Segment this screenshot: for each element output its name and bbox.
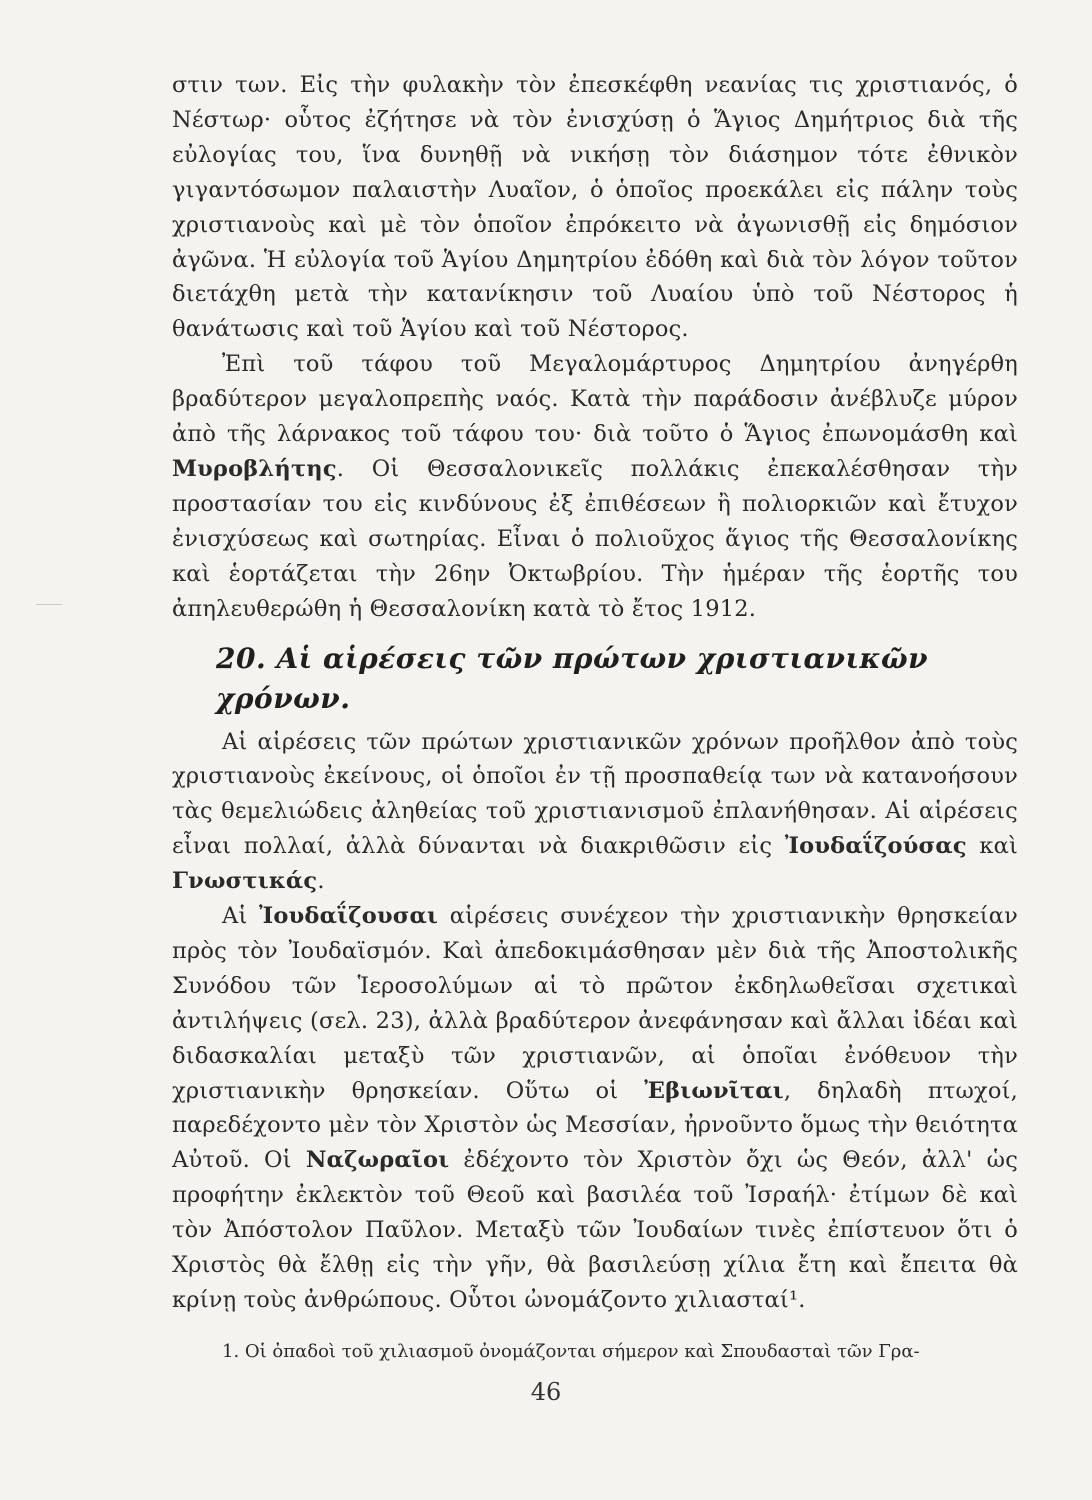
footnote-separator: [172, 1318, 1018, 1338]
text-run: .: [317, 868, 325, 895]
section-heading: 20. Αἱ αἱρέσεις τῶν πρώτων χριστιανικῶν χρόνων.: [216, 641, 929, 715]
footnote-marker: ¹: [788, 1287, 799, 1313]
paragraph: [172, 725, 1018, 900]
page-text-block: [172, 68, 1018, 1366]
text-run: ἐδέχοντο τὸν Χριστὸν ὄχι ὡς Θεόν, ἀλλ' ὡς προφήτην ἐκλεκτὸν τοῦ Θεοῦ καὶ βασιλέα τοῦ Ἰσραήλ· ἐτίμων δὲ καὶ τὸν Ἀπόστολον Παῦλον. Μεταξὺ τῶν Ἰουδαίων τινὲς ἐπίστευον ὅτι ὁ Χριστὸς θὰ ἔλθῃ εἰς τὴν γῆν, θὰ βασιλεύσῃ χίλια ἔτη καὶ ἔπειτα θὰ κρίνῃ τοὺς ἀνθρώπους. Οὗτοι ὠνομάζοντο χιλιασταί: [172, 1147, 1019, 1313]
body-paragraphs-top: [172, 68, 1018, 627]
text-run: .: [798, 1287, 806, 1313]
body-paragraphs-bottom: [172, 725, 1018, 1318]
bold-term: Ἰουδαΐζούσας: [784, 833, 967, 860]
paragraph: [172, 899, 1018, 1318]
text-run: Αἱ: [222, 903, 260, 930]
text-run: στιν των. Εἰς τὴν φυλακὴν τὸν ἐπεσκέφθη νεανίας τις χριστιανός, ὁ Νέστωρ· οὗτος ἐζήτησε νὰ τὸν ἐνισχύσῃ ὁ Ἅγιος Δημήτριος διὰ τῆς εὐλογίας του, ἵνα δυνηθῇ νὰ νικήσῃ τὸν διάσημον τότε ἐθνικὸν γιγαντόσωμον παλαιστὴν Λυαῖον, ὁ ὁποῖος προεκάλει εἰς πάλην τοὺς χριστιανοὺς καὶ μὲ τὸν ὁποῖον ἐπρόκειτο νὰ ἀγωνισθῇ εἰς δημόσιον ἀγῶνα. Ἡ εὐλογία τοῦ Ἁγίου Δημητρίου ἐδόθη καὶ διὰ τὸν λόγον τοῦτον διετάχθη μετὰ τὴν κατανίκησιν τοῦ Λυαίου ὑπὸ τοῦ Νέστορος ἡ θανάτωσις καὶ τοῦ Ἁγίου καὶ τοῦ Νέστορος.: [172, 72, 1018, 343]
text-run: . Οἱ Θεσσαλονικεῖς πολλάκις ἐπεκαλέσθησαν τὴν προστασίαν του εἰς κινδύνους ἐξ ἐπιθέσεων ἢ πολιορκιῶν καὶ ἔτυχον ἐνισχύσεως καὶ σωτηρίας. Εἶναι ὁ πολιοῦχος ἅγιος τῆς Θεσσαλονίκης καὶ ἑορτάζεται τὴν 26ην Ὀκτωβρίου. Τὴν ἡμέραν τῆς ἑορτῆς του ἀπηλευθερώθη ἡ Θεσσαλονίκη κατὰ τὸ ἔτος 1912.: [172, 455, 1018, 622]
text-run: Ἐπὶ τοῦ τάφου τοῦ Μεγαλομάρτυρος Δημητρίου ἀνηγέρθη βραδύτερον μεγαλοπρεπὴς ναός. Κατὰ τὴν παράδοσιν ἀνέβλυζε μύρον ἀπὸ τῆς λάρνακος τοῦ τάφου του· διὰ τοῦτο ὁ Ἅγιος ἐπωνομάσθη καὶ: [172, 351, 1018, 448]
bold-term: Μυροβλήτης: [172, 455, 337, 482]
text-run: αἱρέσεις συνέχεον τὴν χριστιανικὴν θρησκείαν πρὸς τὸν Ἰουδαϊσμόν. Καὶ ἀπεδοκιμάσθησαν μὲν διὰ τῆς Ἀποστολικῆς Συνόδου τῶν Ἱεροσολύμων αἱ τὸ πρῶτον ἐκδηλωθεῖσαι σχετικαὶ ἀντιλήψεις (σελ. 23), ἀλλὰ βραδύτερον ἀνεφάνησαν καὶ ἄλλαι ἰδέαι καὶ διδασκαλίαι μεταξὺ τῶν χριστιανῶν, αἱ ὁποῖαι ἐνόθευον τὴν χριστιανικὴν θρησκείαν. Οὕτω οἱ: [172, 903, 1019, 1104]
paragraph: [172, 68, 1018, 347]
margin-mark: [36, 604, 62, 605]
text-run: καὶ: [966, 833, 1019, 860]
paragraph: [172, 347, 1018, 626]
page-number: 46: [530, 1378, 562, 1406]
bold-term: Ἐβιωνῖται: [644, 1077, 784, 1104]
bold-term: Ἰουδαΐζουσαι: [259, 903, 439, 930]
text-run: , δηλαδὴ πτωχοί, παρεδέχοντο μὲν τὸν Χριστὸν ὡς Μεσσίαν, ἠρνοῦντο ὅμως τὴν θειότητα Αὐτοῦ. Οἱ: [172, 1077, 1018, 1174]
bold-term: Γνωστικάς: [172, 868, 318, 895]
footnote: 1. Οἱ ὀπαδοὶ τοῦ χιλιασμοῦ ὀνομάζονται σήμερον καὶ Σπουδασταὶ τῶν Γρα-: [222, 1340, 920, 1362]
bold-term: Ναζωραῖοι: [305, 1147, 450, 1174]
text-run: Αἱ αἱρέσεις τῶν πρώτων χριστιανικῶν χρόνων προῆλθον ἀπὸ τοὺς χριστιανοὺς ἐκείνους, οἱ ὁποῖοι ἐν τῇ προσπαθείᾳ των νὰ κατανοήσουν τὰς θεμελιώδεις ἀληθείας τοῦ χριστιανισμοῦ ἐπλανήθησαν. Αἱ αἱρέσεις εἶναι πολλαί, ἀλλὰ δύνανται νὰ διακριθῶσιν εἰς: [172, 728, 1018, 860]
